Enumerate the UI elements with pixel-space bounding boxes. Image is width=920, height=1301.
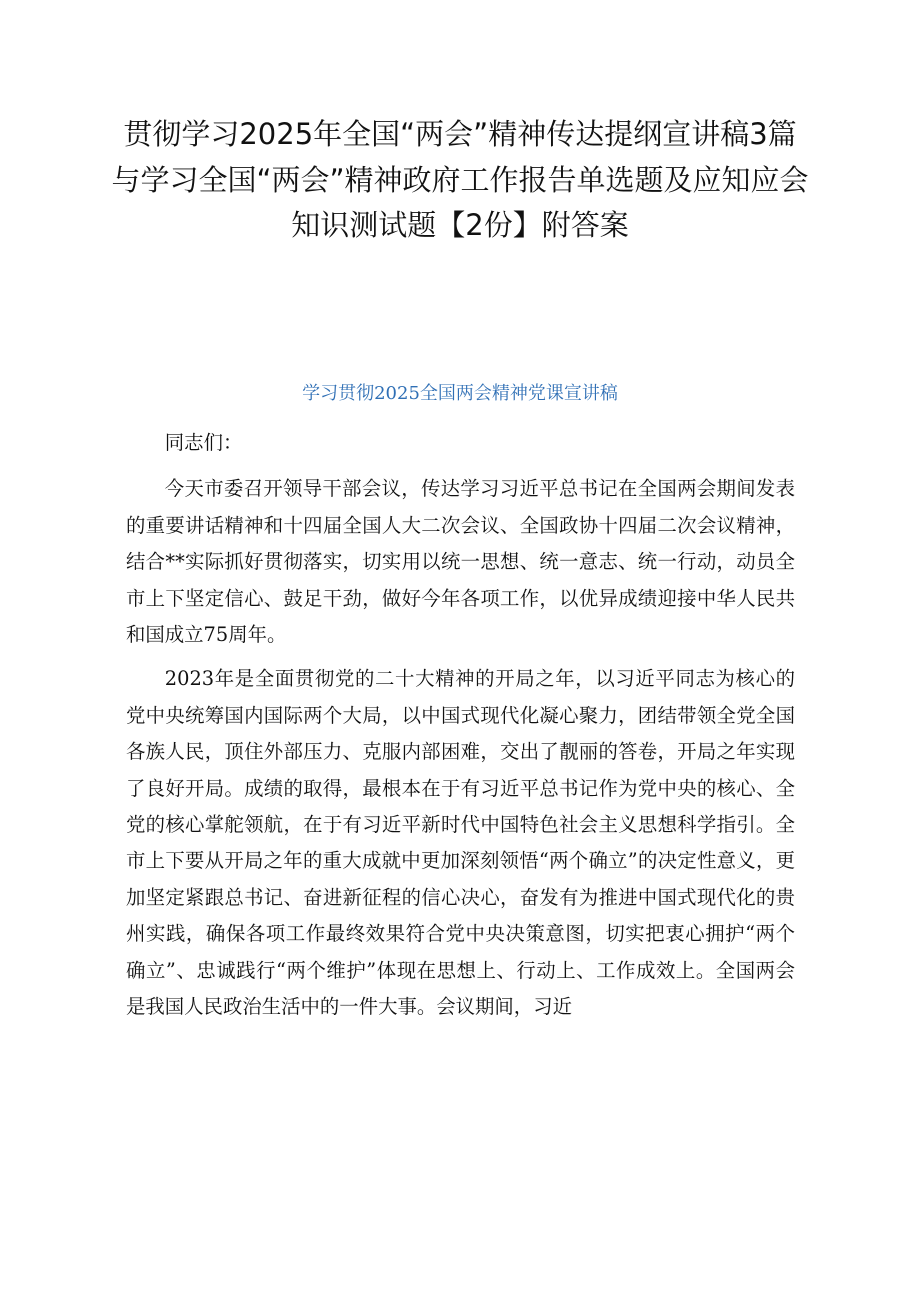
salutation: 同志们： bbox=[164, 431, 243, 454]
document-title: 贯彻学习2025年全国“两会”精神传达提纲宣讲稿3篇与学习全国“两会”精神政府工作报告单选题及应知应会知识测试题【2份】附答案 bbox=[111, 117, 809, 242]
body-paragraph: 今天市委召开领导干部会议，传达学习习近平总书记在全国两会期间发表的重要讲话精神和十四届全国人大二次会议、全国政协十四届二次会议精神，结合**实际抓好贯彻落实，切实用以统一思想、统一意志、统一行动，动员全市上下坚定信心、鼓足干劲，做好今年各项工作，以优异成绩迎接中华人民共和国成立75周年。 bbox=[126, 477, 795, 647]
body-paragraph: 2023年是全面贯彻党的二十大精神的开局之年，以习近平同志为核心的党中央统筹国内国际两个大局，以中国式现代化凝心聚力，团结带领全党全国各族人民，顶住外部压力、克服内部困难，交出了靓丽的答卷，开局之年实现了良好开局。成绩的取得，最根本在于有习近平总书记作为党中央的核心、全党的核心掌舵领航，在于有习近平新时代中国特色社会主义思想科学指引。全市上下要从开局之年的重大成就中更加深刻领悟“两个确立”的决定性意义，更加坚定紧跟总书记、奋进新征程的信心决心，奋发有为推进中国式现代化的贵州实践，确保各项工作最终效果符合党中央决策意图，切实把衷心拥护“两个确立”、忠诚践行“两个维护”体现在思想上、行动上、工作成效上。全国两会是我国人民政治生活中的一件大事。会议期间，习近 bbox=[126, 667, 795, 1019]
document-body bbox=[126, 425, 795, 1034]
section-heading: 学习贯彻2025全国两会精神党课宣讲稿 bbox=[302, 383, 618, 404]
